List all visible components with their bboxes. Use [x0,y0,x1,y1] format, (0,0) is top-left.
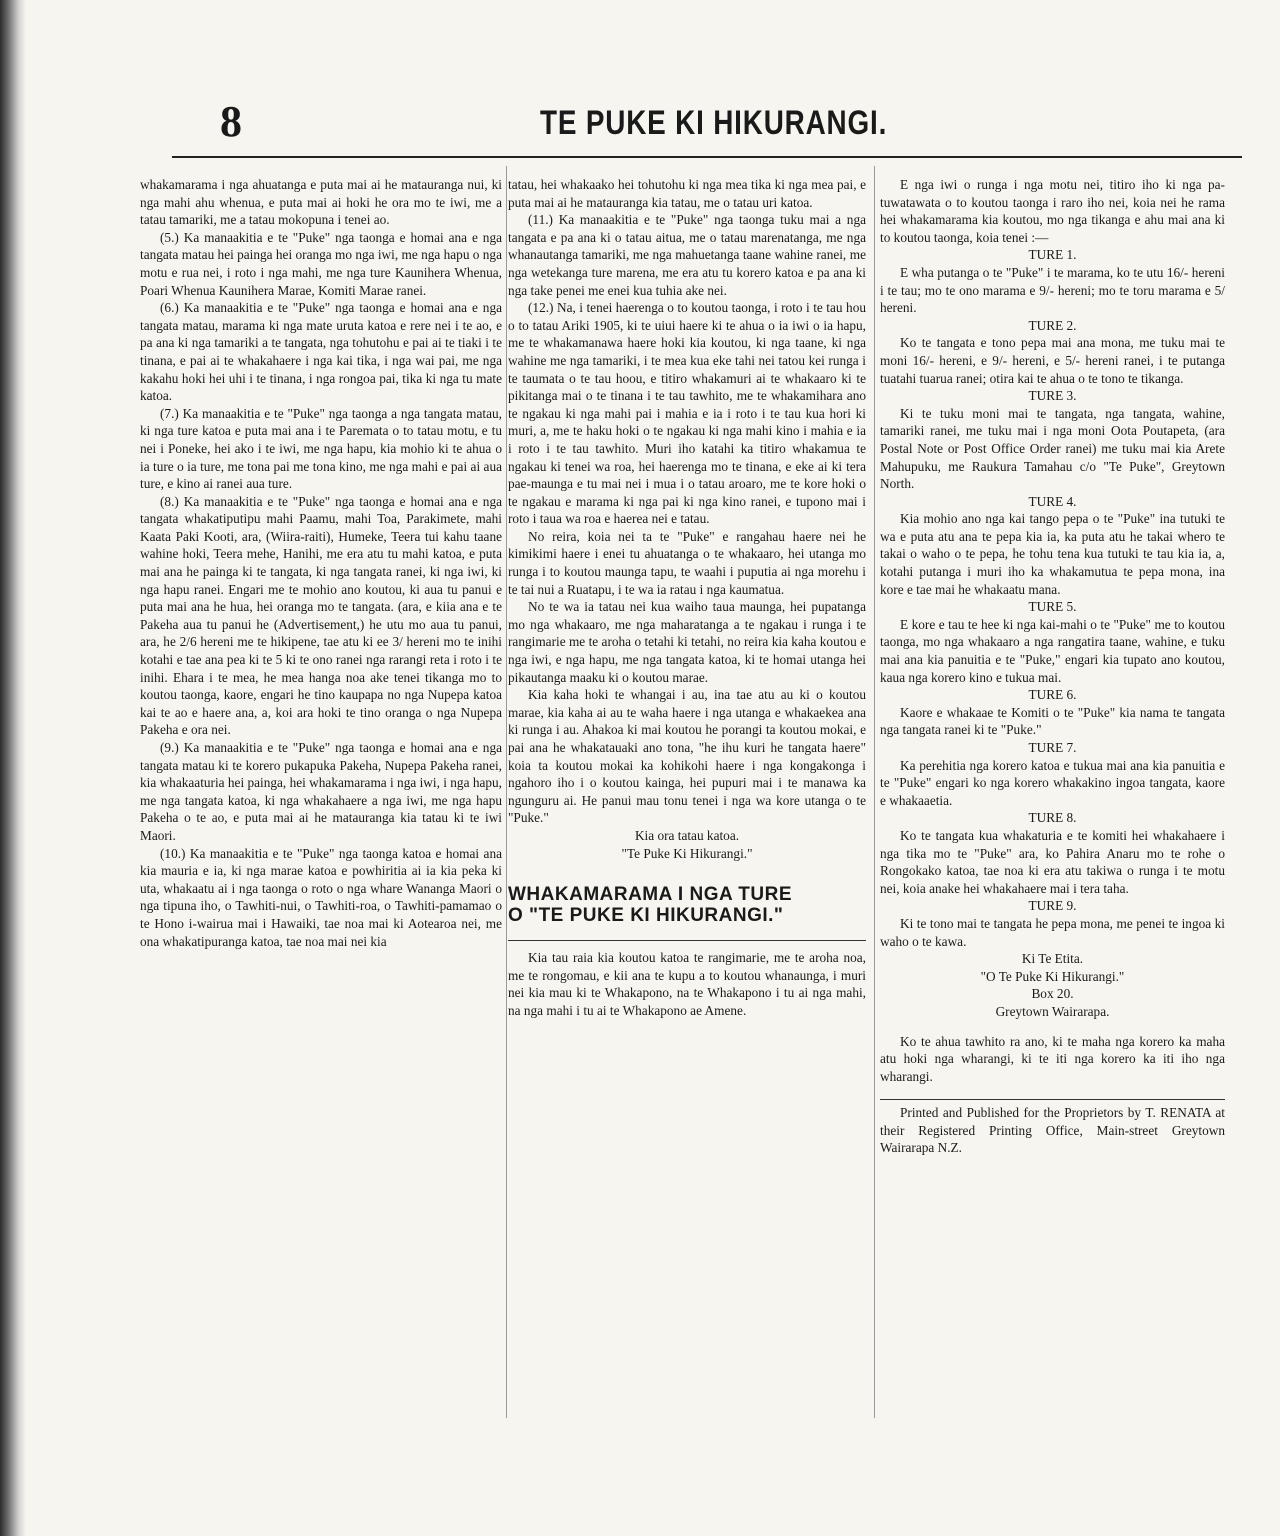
rule-title: TURE 1. [1028,247,1077,263]
printer-imprint: Printed and Published for the Proprietors by T. RENATA at their Registered Printing Office, Main-street Greytown Wairarapa N.Z. [880,1105,1225,1156]
paragraph-clause-12: (12.) Na, i tenei haerenga o to koutou taonga, i roto i te tau hou o to tatau Ariki 1905, ki te uiui haere ki te ahua o ia iwi o ia hapu, me te whakamanawa haere hoki kia koutou, ki nga taane, ki nga wahine me nga tamariki, i te mea kua eke tahi nei tatou kei runga i te taumata o te tau hoou, e titiro whakamuri ai te whakaaro ki te pikitanga mai o te tinana i te tau tawhito, me te whakamihara ano te ngakau ki nga mahi pai i mahia e ia i roto i te tau kua hori ki muri, a, me te haku hoki o te ngakau ki nga mahi kino i mahia e ia i roto i te tau tawhito. Muri iho katahi ka titiro whakamua te ngakau ki tenei wa roa, hei haerenga mo te tinana, e eke ai ki tera pae-maunga e tu mai nei i mua i o tatau aroaro, me te kore hoki o te ngakau e marama ki nga pai ki nga kino ranei, e tupono mai i roto i taua wa roa e haerea nei e tatau. [508,300,866,527]
address-line: Greytown Wairarapa. [995,1003,1110,1019]
rule-text: Ka perehitia nga korero katoa e tukua mai ana kia panuitia e te "Puke" engari ko nga korero whakakino ingoa tangata, kaore e whakaaetia. [880,757,1225,808]
imprint-rule [880,1099,1225,1100]
page-binding-edge [0,0,26,1536]
address-line: Ki Te Etita. [1021,951,1084,967]
column-left [140,176,502,950]
rule-text: Kia mohio ano nga kai tango pepa o te "Puke" ina tutuki te wa e puta atu ana te pepa kia ia, ka puta atu he takai whero te takai o waho o te pepa, he tohu tena kua tutuki te tau kia ia, a, kotahi putanga i muri iho ka whakamutua te pepa mona, ina kore e tae mai he whakaatu mana. [880,511,1225,597]
rule-title: TURE 6. [1028,687,1077,703]
page-number: 8 [220,97,242,146]
column-divider [874,166,875,1418]
header-rule [172,156,1242,158]
column-right [880,176,1225,1157]
paragraph-clause-5: (5.) Ka manaakitia e te "Puke" nga taonga e homai ana e nga tangata matau hei painga hei oranga mo nga iwi, me nga hapu o nga motu e rua nei, i roto i nga mahi, me nga ture Kaunihera Whenua, Poari Whenua Kaunihera Marae, Komiti Marae ranei. [140,229,502,298]
paragraph-clause-10: (10.) Ka manaakitia e te "Puke" nga taonga katoa e homai ana kia mauria e ia, ki nga marae katoa e powhiritia ai ia kia peka ki uta, whakaatu ai i nga taonga o roto o nga whare Wananga Maori o nga tipuna iho, o Tawhiti-nui, o Tawhiti-roa, o Tawhiti-pamamao o te Hono i-wairua mai i Hawaiki, tae noa mai ki Aotearoa nei, me ona whakatipuranga katoa, tae noa mai nei kia [140,845,502,949]
rule-title: TURE 4. [1028,493,1077,509]
rule-text: Kaore e whakaae te Komiti o te "Puke" kia nama te tangata nga tangata ranei ki te "Puke." [880,704,1225,738]
paragraph-clause-11: (11.) Ka manaakitia e te "Puke" nga taonga tuku mai a nga tangata e pa ana ki o tatau aitua, me o tatau marenatanga, me nga whanautanga tamariki, me nga mahuetanga taane wahine ranei, me nga wetekanga ture marena, me era atu tu korero katoa e pa ana ki nga take penei me enei kua tuhia ake nei. [508,212,866,298]
masthead-title: TE PUKE KI HIKURANGI. [540,104,888,142]
paragraph-note: Ko te ahua tawhito ra ano, ki te maha nga korero ka maha atu hoki nga wharangi, ki te iti nga korero ka iti iho nga wharangi. [880,1033,1225,1084]
rule-title: TURE 2. [1028,317,1077,333]
paragraph: tatau, hei whakaako hei tohutohu ki nga mea tika ki nga mea pai, e puta mai ai he matauranga kia tatau, me o tatau uri katoa. [508,177,866,210]
paragraph-intro: E nga iwi o runga i nga motu nei, titiro iho ki nga pa-tuwatawata o to koutou taonga i raro iho nei, koia nei he rama hei whakamarama kia koutou, mo nga tikanga e ahu mai ana ki to koutou taonga, koia tenei :— [880,177,1225,245]
paragraph-clause-8: (8.) Ka manaakitia e te "Puke" nga taonga e homai ana e nga tangata whakatiputipu mahi Paamu, mahi Toa, Parakimete, mahi Kaata Paki Kooti, ara, (Wiira-raiti), Humeke, Teera tui kahu taane wahine hoki, Teera mehe, Hanihi, me era atu tu mahi katoa, e puta mai ana he painga ki te tangata, ki nga tangata ranei, ki nga iwi, ki nga hapu ranei. Engari me te mohio ano koutou, ki aua tu panui e puta mai ana he hua, hei oranga mo te tangata. (ara, e kiia ana e te Pakeha aua tu panui he (Advertisement,) he utu mo aua tu panui, ara, he 2/6 hereni me te hikipene, tae atu ki ee 3/ hereni mo te inihi kotahi e tae ana pea ki te 5 ki te ono ranei nga rarangi reta i roto i te inihi. Ehara i te mea, he mea hanga noa ake tenei tikanga mo to koutou taonga, kaore, engari he tino kaupapa no nga Nupepa katoa kai te ao e haere ana, a, koi ara hoki te tino oranga o nga Nupepa Pakeha e ora nei. [140,493,502,738]
paragraph: No reira, koia nei ta te "Puke" e rangahau haere nei he kimikimi haere i enei tu ahuatanga o te whakaaro, hei utanga mo runga i to koutou maunga tapu, te waahi i puputia ai nga morehu i te tai nui a Ruatapu, i te wa ia ratau i nga kaumatua. [508,528,866,597]
rule-title: TURE 5. [1028,599,1077,615]
section-heading-line: WHAKAMARAMA I NGA TURE [508,884,793,906]
paragraph: No te wa ia tatau nei kua waiho taua maunga, hei pupatanga mo nga whakaaro, me nga maharatanga a te ngakau i runga i te rangimarie me te aroha o tetahi ki tetahi, no reira kia kaha koutou e nga iwi, e nga hapu, me nga tangata katoa, ki te homai utanga hei pikautanga maaku ki o koutou marae. [508,599,866,685]
closing-signature: "Te Puke Ki Hikurangi." [621,845,753,861]
rule-title: TURE 9. [1028,898,1077,914]
rule-text: Ki te tuku moni mai te tangata, nga tangata, wahine, tamariki ranei, me tuku mai i nga moni Oota Poutapeta, (ara Postal Note or Post Office Order ranei) me tuku mai kia Arete Mahupuku, me Raukura Tamahau c/o "Te Puke", Greytown North. [880,405,1225,492]
column-divider [506,166,507,1418]
paragraph: Kia kaha hoki te whangai i au, ina tae atu au ki o koutou marae, kia kaha ai au te waha haere i nga utanga e whakaekea ana ki runga i au. Ahakoa ki mai koutou he porangi ta koutou mokai, e pai ana he whakatauaki ano tona, "he ihu kuri he tangata haere" koia ta koutou mokai ka kohikohi haere i nga kongakonga i ngahoro iho i o koutou kainga, hei pupuri mai i te manawa ka ngunguru ai. He panui mau tonu tenei i nga wa kore utanga o te "Puke." [508,687,866,826]
section-heading-line: O "TE PUKE KI HIKURANGI." [508,905,784,927]
rule-title: TURE 8. [1028,810,1077,826]
address-line: "O Te Puke Ki Hikurangi." [980,968,1125,984]
paragraph: whakamarama i nga ahuatanga e puta mai ai he matauranga nui, ki nga mahi ahu whenua, e puta mai ai hoki he ora mo te iwi, me a tatau tamariki, me a tatau mokopuna i tenei ao. [140,177,502,228]
address-line: Box 20. [1031,986,1074,1002]
paragraph-clause-9: (9.) Ka manaakitia e te "Puke" nga taonga e homai ana e nga tangata matau ki te korero pukapuka Pakeha, Nupepa Pakeha ranei, kia whakaaturia hei painga, hei whakamarama i nga iwi, i nga hapu, me nga tangata katoa, ki nga whakahaere a nga iwi, me nga hapu Pakeha o te ao, e puta mai ai he matauranga kia tatau ki te iwi Maori. [140,740,502,843]
paragraph: Kia tau raia kia koutou katoa te rangimarie, me te aroha noa, me te rongomau, e kii ana te kupu a to koutou whanaunga, i muri nei kia mau ki te Whakapono, na te Whakapono i tu ai nga mahi, na nga mahi i tu ai te Whakapono ae Amene. [508,950,866,1018]
paragraph-clause-7: (7.) Ka manaakitia e te "Puke" nga taonga a nga tangata matau, ki nga ture katoa e puta mai ana i te Paremata o to tatau motu, e tu nei i Poneke, hei ako i te iwi, me nga hapu, kia mohio ki te ahua o ia ture o ia ture, me tona pai me tona kino, me nga mahi e pai ai aua ture, e kino ai ranei aua ture. [140,405,502,492]
rule-text: Ko te tangata e tono pepa mai ana mona, me tuku mai te moni 16/- hereni, e 9/- hereni, e 5/- hereni ranei, i te putanga tuatahi tuarua ranei; otira kai te ahua o te tono te tikanga. [880,335,1225,386]
rule-title: TURE 7. [1028,740,1077,755]
rule-text: E wha putanga o te "Puke" i te marama, ko te utu 16/- hereni i te tau; mo te ono marama e 9/- hereni; mo te toru marama e 5/ hereni. [880,264,1225,316]
paragraph-clause-6: (6.) Ka manaakitia e te "Puke" nga taonga e homai ana e nga tangata matau, marama ki nga mate uruta katoa e rere nei i te ao, e pa ana ki nga tamariki a te tangata, nga tohutohu e pai ai te tiaki i te tinana, e pai ai te whakahaere i nga kai tika, i nga wai pai, me nga kakahu hoki hei uhi i te tinana, i nga rongoa pai, tika ki nga tu mate katoa. [140,300,502,404]
rule-text: Ko te tangata kua whakaturia e te komiti hei whakahaere i nga tika mo te "Puke" ara, ko Pahira Anaru mo te rohe o Rongokako katoa, tae noa ki era atu takiwa o runga i te motu nei, koia anake hei whakahaere mai i tera taha. [880,827,1225,896]
column-middle [508,176,866,1020]
rule-text: E kore e tau te hee ki nga kai-mahi o te "Puke" me to koutou taonga, mo nga whakaaro a nga rangatira taane, wahine, e tuku mai ana kia panuitia e te "Puke," engari kia tupato ano koutou, kaua nga korero kino e tukua mai. [880,616,1225,685]
rule-title: TURE 3. [1028,388,1077,404]
heading-rule [508,940,866,941]
rule-text: Ki te tono mai te tangata he pepa mona, me penei te ingoa ki waho o te kawa. [880,915,1225,949]
closing-line: Kia ora tatau katoa. [634,827,740,843]
section-heading [508,884,866,926]
